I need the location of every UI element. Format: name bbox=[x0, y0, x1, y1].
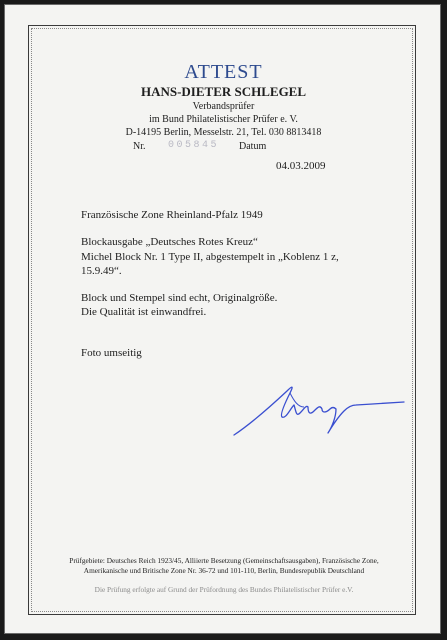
body-line-quality: Die Qualität ist einwandfrei. bbox=[81, 306, 207, 318]
date-label: Datum bbox=[239, 141, 267, 152]
body-line-genuine: Block und Stempel sind echt, Originalgröße. bbox=[81, 292, 278, 304]
examiner-name: HANS-DIETER SCHLEGEL bbox=[140, 84, 307, 99]
certificate-number: 005845 bbox=[168, 140, 220, 151]
number-label: Nr. bbox=[133, 141, 146, 152]
examiner-role: Verbandsprüfer bbox=[192, 101, 255, 112]
document-title: ATTEST bbox=[184, 61, 263, 83]
certificate-date: 04.03.2009 bbox=[276, 160, 326, 172]
body-line-photo: Foto umseitig bbox=[81, 347, 142, 359]
examiner-address: D-14195 Berlin, Messelstr. 21, Tel. 030 8813418 bbox=[125, 127, 322, 138]
signature-image bbox=[232, 383, 407, 443]
body-line-catalog: Michel Block Nr. 1 Type II, abgestempelt in „Koblenz 1 z, bbox=[81, 251, 339, 263]
footer-note: Die Prüfung erfolgte auf Grund der Prüfordnung des Bundes Philatelistischer Prüfer e.V. bbox=[94, 585, 354, 594]
body-line-cancel-date: 15.9.49“. bbox=[81, 265, 122, 277]
footer-line-2: Amerikanische und Britische Zone Nr. 36-72 und 101-110, Berlin, Bundesrepublik Deutschland bbox=[83, 565, 365, 575]
letterhead bbox=[0, 62, 447, 139]
footer-scope bbox=[34, 556, 414, 575]
footer-line-1: Prüfgebiete: Deutsches Reich 1923/45, Alliierte Besetzung (Gemeinschaftsausgaben), Französische Zone, bbox=[69, 556, 379, 565]
body-line-zone: Französische Zone Rheinland-Pfalz 1949 bbox=[81, 209, 263, 221]
body-line-issue: Blockausgabe „Deutsches Rotes Kreuz“ bbox=[81, 236, 258, 248]
examiner-association: im Bund Philatelistischer Prüfer e. V. bbox=[149, 114, 298, 125]
